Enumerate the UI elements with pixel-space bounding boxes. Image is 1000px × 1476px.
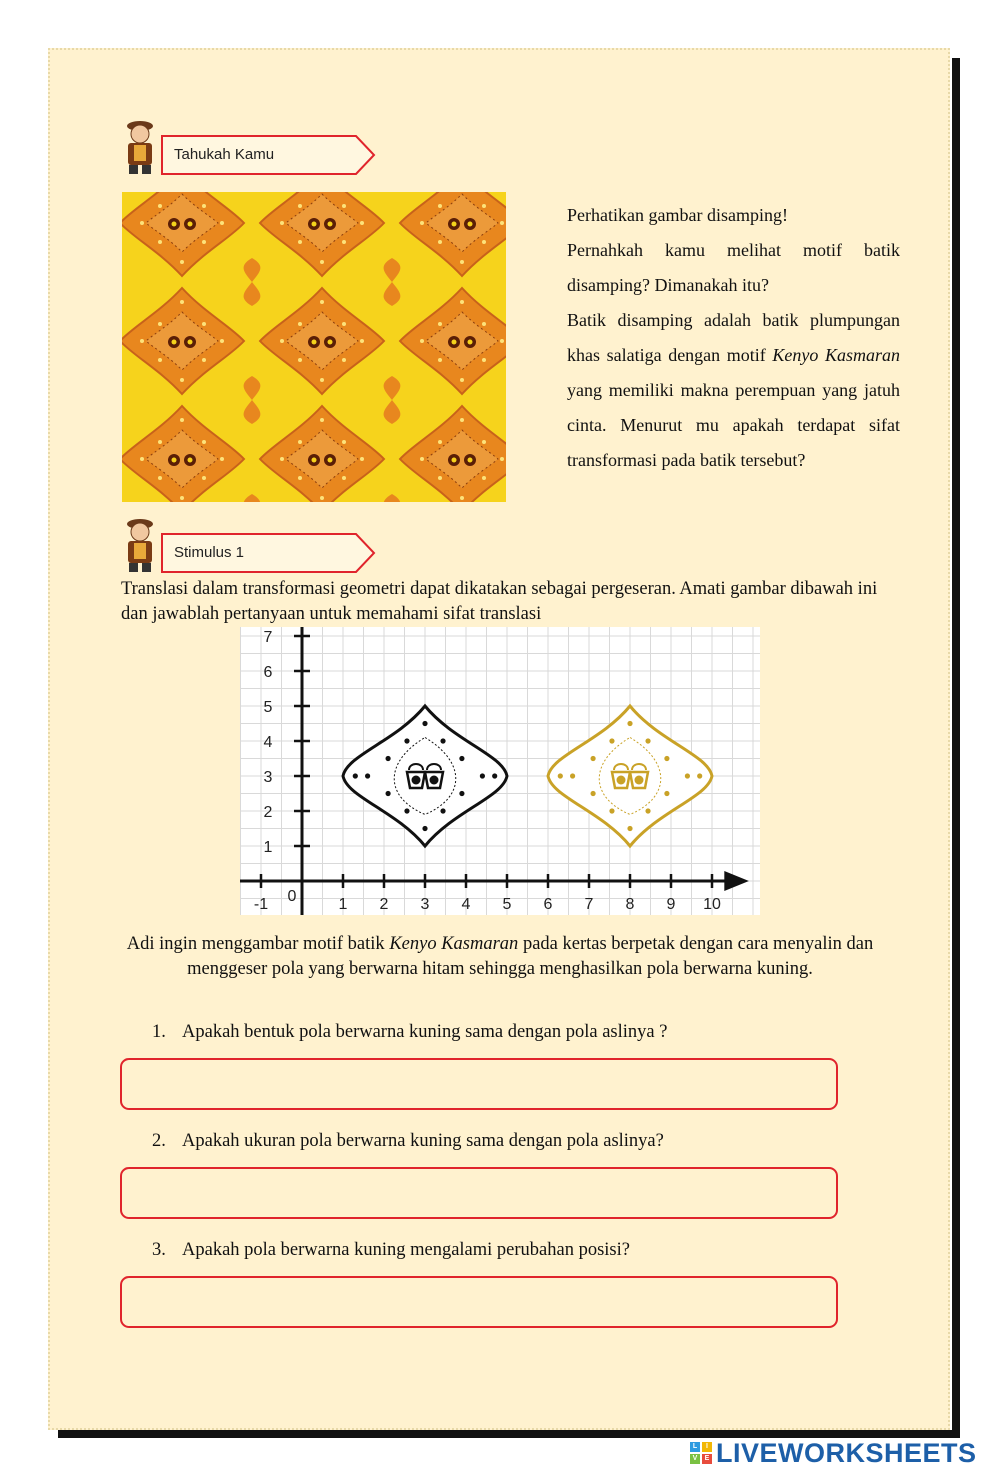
translated-motif-dot [591, 791, 596, 796]
description-motif: Kenyo Kasmaran [389, 934, 519, 954]
question-2 [152, 1131, 664, 1152]
intro-text [567, 198, 900, 478]
question-1 [152, 1022, 667, 1043]
question-3-text: Apakah pola berwarna kuning mengalami perubahan posisi? [182, 1240, 630, 1260]
y-tick-label: 4 [263, 734, 273, 751]
original-motif-dot [492, 773, 497, 778]
original-motif-dot [440, 738, 445, 743]
translated-motif-dot [627, 826, 632, 831]
answer-2-box[interactable] [120, 1167, 838, 1219]
question-3-number: 3. [152, 1240, 166, 1260]
x-tick-label: 0 [287, 888, 297, 905]
answer-3-box[interactable] [120, 1276, 838, 1328]
y-tick-label: 1 [263, 839, 273, 856]
character-icon [127, 519, 153, 572]
original-motif-cup-fill [412, 776, 421, 785]
x-tick-label: 10 [703, 896, 721, 913]
x-tick-label: 9 [666, 896, 676, 913]
logo-letter-e: E [702, 1454, 712, 1464]
coordinate-graph [240, 627, 760, 915]
translated-motif-dot [664, 791, 669, 796]
translated-motif-dot [570, 773, 575, 778]
liveworksheets-footer[interactable] [690, 1438, 977, 1468]
translated-motif-dot [609, 738, 614, 743]
original-motif-dot [480, 773, 485, 778]
logo-letter-v: V [690, 1454, 700, 1464]
original-motif-dot [440, 808, 445, 813]
original-motif-dot [422, 721, 427, 726]
x-tick-label: 2 [379, 896, 389, 913]
liveworksheets-brand: LIVEWORKSHEETS [716, 1437, 977, 1468]
question-1-number: 1. [152, 1022, 166, 1042]
original-motif-dot [386, 791, 391, 796]
y-tick-label: 6 [263, 664, 273, 681]
original-motif-dot [353, 773, 358, 778]
stimulus-banner [120, 518, 380, 574]
liveworksheets-logo-icon [690, 1442, 712, 1464]
x-tick-label: 6 [543, 896, 553, 913]
tahukah-kamu-label: Tahukah Kamu [174, 146, 275, 163]
original-motif-dot [459, 791, 464, 796]
intro-line-3 [567, 303, 900, 478]
x-tick-label: 8 [625, 896, 635, 913]
x-axis-arrow [724, 871, 749, 891]
translated-motif-cup-fill [635, 776, 644, 785]
translated-motif-dot [627, 721, 632, 726]
y-tick-label: 2 [263, 804, 273, 821]
x-tick-label: 7 [584, 896, 594, 913]
original-motif-dot [422, 826, 427, 831]
x-tick-label: 4 [461, 896, 471, 913]
question-3 [152, 1240, 630, 1261]
tahukah-kamu-banner [120, 120, 380, 176]
original-motif-dot [404, 738, 409, 743]
intro-line-1: Perhatikan gambar disamping! [567, 205, 788, 225]
translated-motif-dot [609, 808, 614, 813]
logo-letter-l: L [690, 1442, 700, 1452]
answer-1-box[interactable] [120, 1058, 838, 1110]
original-motif-dot [404, 808, 409, 813]
description-a: Adi ingin menggambar motif batik [126, 934, 385, 954]
batik-motif-image [122, 192, 506, 502]
intro-line-3b: yang memiliki makna perempuan yang jatuh cinta. Menurut mu apakah terdapat sifat transformasi pada batik tersebut? [567, 380, 900, 470]
y-tick-label: 5 [263, 699, 273, 716]
x-tick-label: -1 [253, 896, 269, 913]
stimulus-text: Translasi dalam transformasi geometri dapat dikatakan sebagai pergeseran. Amati gambar dibawah ini dan jawablah pertanyaan untuk memahami sifat translasi [121, 579, 878, 624]
stimulus-label: Stimulus 1 [174, 544, 245, 561]
original-motif-dot [386, 756, 391, 761]
x-tick-label: 3 [420, 896, 430, 913]
translated-motif-dot [664, 756, 669, 761]
translated-motif-dot [591, 756, 596, 761]
motif-name: Kenyo Kasmaran [772, 345, 900, 365]
intro-line-3a: Batik disamping adalah batik plumpungan khas salatiga dengan motif [567, 310, 900, 365]
question-1-text: Apakah bentuk pola berwarna kuning sama dengan pola aslinya ? [182, 1022, 668, 1042]
translated-motif-cup-fill [617, 776, 626, 785]
translated-motif-dot [645, 738, 650, 743]
translated-motif-dot [645, 808, 650, 813]
y-tick-label: 3 [263, 769, 273, 786]
description-b: pada kertas berpetak dengan cara menyalin dan menggeser pola yang berwarna hitam sehingga menghasilkan pola berwarna kuning. [187, 934, 874, 979]
question-2-number: 2. [152, 1131, 166, 1151]
page-shadow-right [952, 58, 960, 1438]
original-motif-dot [459, 756, 464, 761]
y-tick-label: 7 [263, 629, 273, 646]
translated-motif-dot [558, 773, 563, 778]
x-tick-label: 1 [338, 896, 348, 913]
original-motif-dot [365, 773, 370, 778]
x-tick-label: 5 [502, 896, 512, 913]
original-motif-cup-fill [430, 776, 439, 785]
translated-motif-dot [697, 773, 702, 778]
intro-line-2: Pernahkah kamu melihat motif batik disamping? Dimanakah itu? [567, 240, 900, 295]
translated-motif-dot [685, 773, 690, 778]
character-icon [127, 121, 153, 174]
question-2-text: Apakah ukuran pola berwarna kuning sama dengan pola aslinya? [182, 1131, 664, 1151]
logo-letter-i: I [702, 1442, 712, 1452]
description-text [120, 932, 880, 982]
